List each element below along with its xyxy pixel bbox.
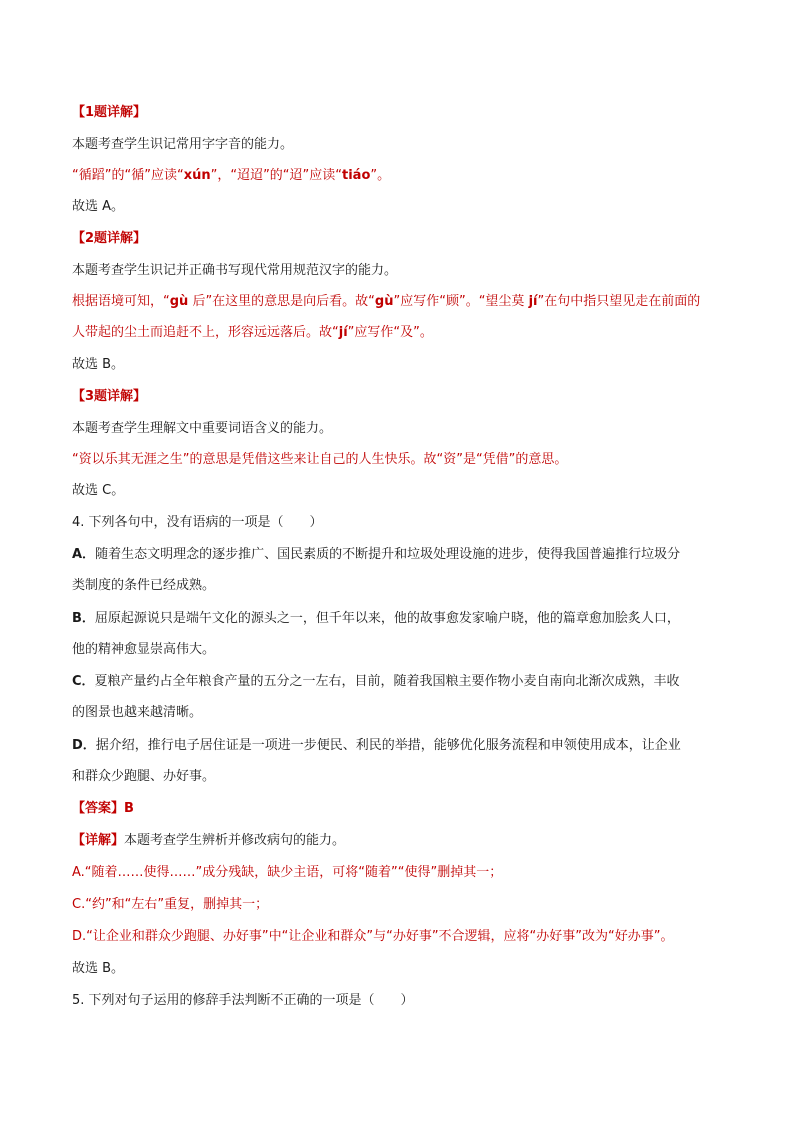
q4-option-b-cont: 他的精神愈显崇高伟大。 — [72, 642, 216, 657]
q2-detail-text: ”在句中指只望见走在前面的 — [537, 294, 701, 309]
q4-option-b — [72, 610, 727, 628]
q1-detail — [72, 167, 727, 185]
q1-ability: 本题考查学生识记常用字字音的能力。 — [72, 137, 294, 152]
detail-label: 【详解】 — [72, 833, 125, 848]
q2-pinyin-ji: jí — [338, 325, 348, 340]
option-text: 屈原起源说只是端午文化的源头之一，但千年以来，他的故事愈发家喻户晓，他的篇章愈加脍炙人口， — [94, 611, 680, 626]
q3-detail: “资以乐其无涯之生”的意思是凭借这些来让自己的人生快乐。故“资”是“凭借”的意思。 — [72, 452, 568, 467]
q3-ability: 本题考查学生理解文中重要词语含义的能力。 — [72, 421, 333, 436]
q5-question: 5. 下列对句子运用的修辞手法判断不正确的一项是（ ） — [72, 993, 414, 1008]
q2-heading: 【2题详解】 — [72, 231, 147, 246]
detail-text: 本题考查学生辨析并修改病句的能力。 — [124, 833, 346, 848]
q4-detail — [72, 832, 727, 850]
q4-note-d: D.“让企业和群众少跑腿、办好事”中“让企业和群众”与“办好事”不合逻辑，应将“办好事”改为“好办事”。 — [72, 929, 674, 944]
q1-pinyin-tiao: tiáo — [342, 168, 371, 183]
q4-option-a-cont: 类制度的条件已经成熟。 — [72, 578, 216, 593]
q1-answer: 故选 A。 — [72, 199, 125, 214]
q4-note-c: C.“约”和“左右”重复，删掉其一； — [72, 897, 269, 912]
q4-option-d — [72, 737, 727, 755]
q1-detail-text: “循蹈”的“循”应读“ — [72, 168, 184, 183]
q3-heading: 【3题详解】 — [72, 389, 147, 404]
q4-answer — [72, 800, 727, 818]
q2-detail-text: 后”在这里的意思是向后看。故“ — [188, 294, 375, 309]
q2-detail-line1 — [72, 293, 727, 311]
option-letter: B． — [72, 611, 95, 626]
q2-pinyin-gu: gù — [374, 294, 394, 309]
q4-option-c — [72, 673, 727, 691]
q2-pinyin-ji: jí — [528, 294, 538, 309]
q1-heading: 【1题详解】 — [72, 105, 147, 120]
q2-ability: 本题考查学生识记并正确书写现代常用规范汉字的能力。 — [72, 263, 398, 278]
q4-option-d-cont: 和群众少跑腿、办好事。 — [72, 769, 216, 784]
q2-detail-text: 人带起的尘土而追赶不上，形容远远落后。故“ — [72, 325, 339, 340]
option-letter: A． — [72, 547, 96, 562]
option-letter: D． — [72, 738, 96, 753]
q2-detail-line2 — [72, 324, 727, 342]
q1-pinyin-xun: xún — [183, 168, 211, 183]
q1-detail-text: ”，“迢迢”的“迢”应读“ — [210, 168, 343, 183]
q4-question: 4. 下列各句中，没有语病的一项是（ ） — [72, 515, 323, 530]
answer-value: B — [124, 801, 134, 816]
q2-detail-text: 根据语境可知，“ — [72, 294, 170, 309]
q2-answer: 故选 B。 — [72, 357, 125, 372]
answer-label: 【答案】 — [72, 801, 125, 816]
option-letter: C． — [72, 674, 95, 689]
q4-option-c-cont: 的图景也越来越清晰。 — [72, 705, 203, 720]
q4-note-a: A.“随着……使得……”成分残缺，缺少主语，可将“随着”“使得”删掉其一； — [72, 865, 503, 880]
q2-detail-text: ”应写作“顾”。“望尘莫 — [393, 294, 529, 309]
q2-pinyin-gu: gù — [169, 294, 189, 309]
option-text: 随着生态文明理念的逐步推广、国民素质的不断提升和垃圾处理设施的进步，使得我国普遍推行垃圾分 — [95, 547, 681, 562]
q4-option-a — [72, 546, 727, 564]
q2-detail-text: ”应写作“及”。 — [347, 325, 433, 340]
q1-detail-text: ”。 — [370, 168, 391, 183]
option-text: 夏粮产量约占全年粮食产量的五分之一左右，目前，随着我国粮主要作物小麦自南向北渐次成熟，丰收 — [94, 674, 680, 689]
q3-answer: 故选 C。 — [72, 483, 125, 498]
q4-final-answer: 故选 B。 — [72, 961, 125, 976]
option-text: 据介绍，推行电子居住证是一项进一步便民、利民的举措，能够优化服务流程和申领使用成本，让企业 — [95, 738, 681, 753]
